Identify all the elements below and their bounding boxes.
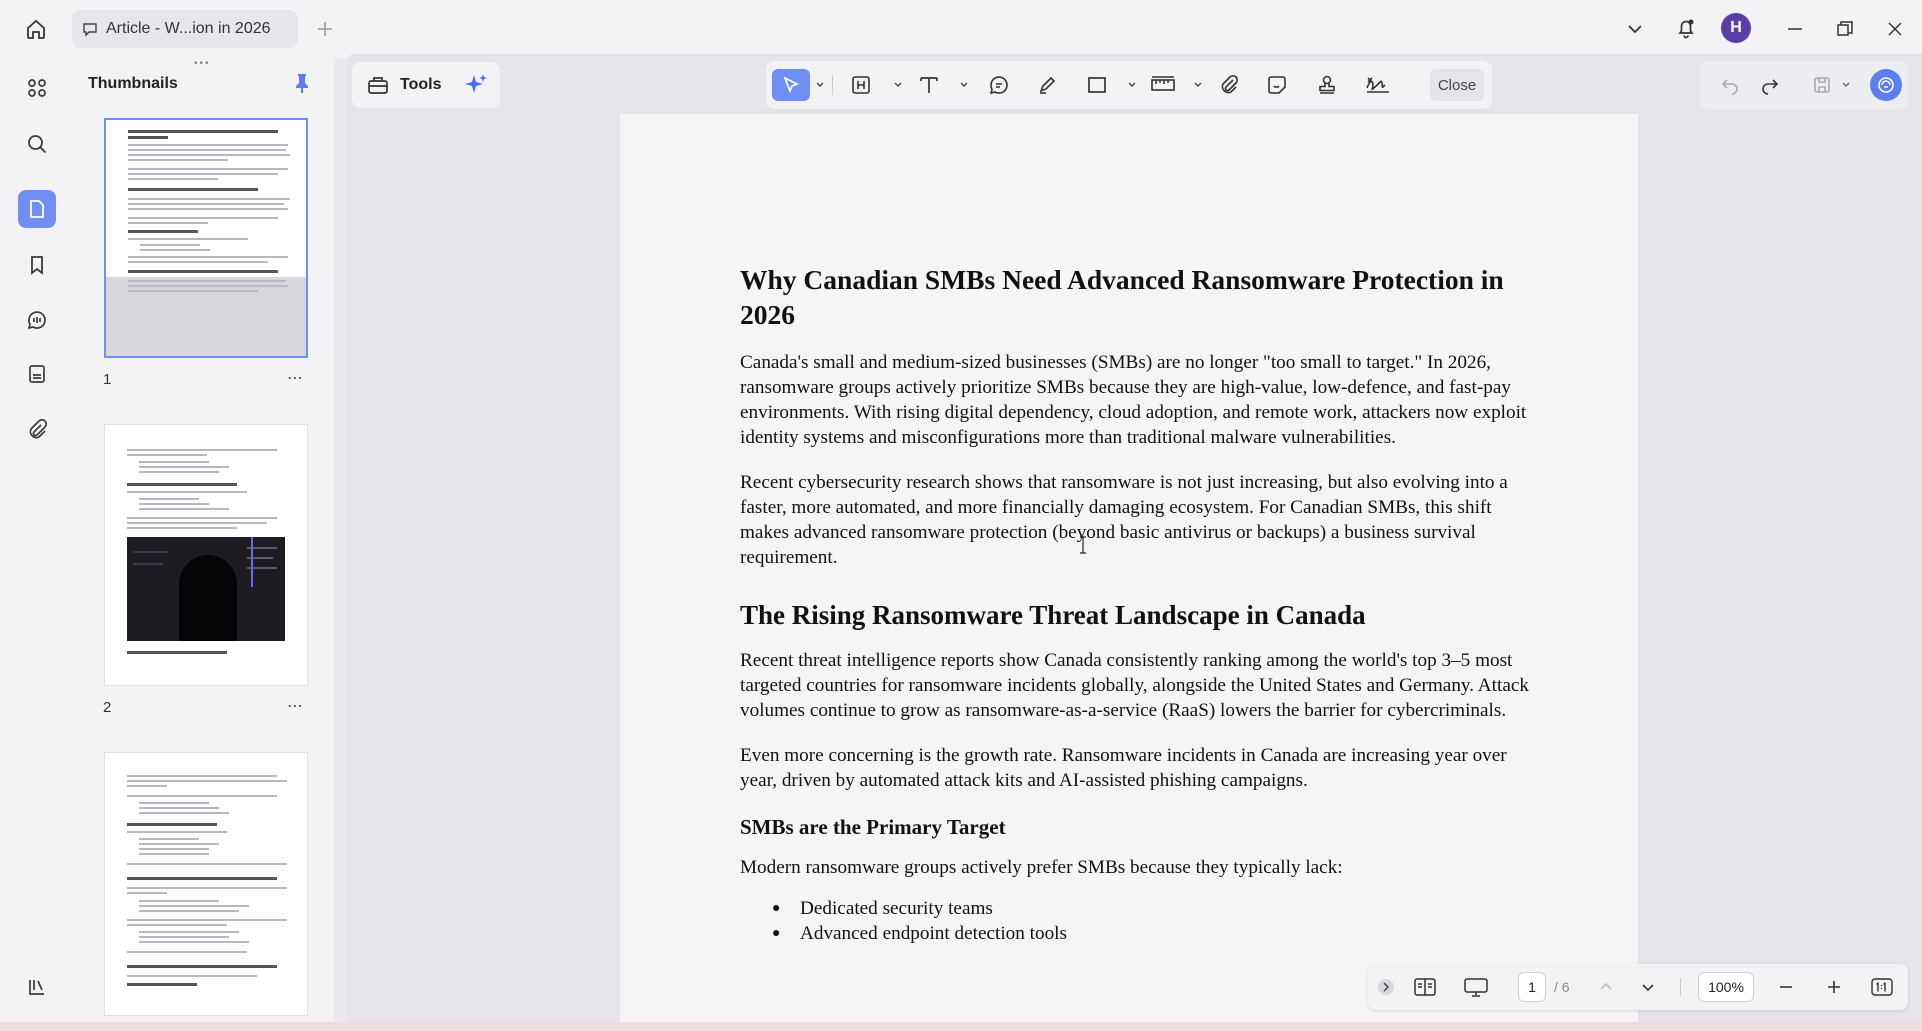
history-toolbar [1700, 61, 1908, 109]
home-icon[interactable] [22, 15, 50, 43]
measure-icon[interactable] [1146, 69, 1180, 101]
bottom-edge [0, 1022, 1922, 1031]
bookmark-icon[interactable] [18, 246, 56, 284]
chevron-down-icon[interactable] [1194, 81, 1202, 89]
zoom-level[interactable]: 100% [1698, 972, 1754, 1002]
left-rail [0, 58, 72, 1022]
ai-sparkle-icon[interactable] [463, 72, 489, 98]
more-options-icon[interactable]: ⋯ [287, 698, 304, 715]
save-icon[interactable] [1810, 73, 1834, 97]
divider [832, 75, 833, 95]
list-item: ● Advanced endpoint detection tools [740, 921, 1530, 946]
text-box-icon[interactable] [844, 69, 878, 101]
comment-icon[interactable] [982, 69, 1016, 101]
section-heading: The Rising Ransomware Threat Landscape in Canada [740, 600, 1366, 630]
close-button[interactable]: Close [1430, 69, 1484, 101]
chevron-down-icon[interactable] [816, 81, 824, 89]
paperclip-icon[interactable] [18, 410, 56, 448]
shape-rectangle-icon[interactable] [1080, 69, 1114, 101]
page-thumbnail-3[interactable] [104, 752, 308, 1016]
zoom-out-icon[interactable] [1774, 972, 1798, 1002]
comment-icon [82, 21, 98, 37]
attach-file-icon[interactable] [1212, 69, 1246, 101]
paragraph: Even more concerning is the growth rate. Ransomware incidents in Canada are increasing year over year, driven by automated attack kits and AI-assisted phishing campaigns. [740, 745, 1507, 791]
toolbox-icon [366, 74, 390, 96]
pin-icon[interactable] [292, 72, 312, 94]
text-tool-icon[interactable] [912, 69, 946, 101]
page-thumbnail-1[interactable] [104, 118, 308, 358]
signature-icon[interactable] [1358, 69, 1398, 101]
redo-icon[interactable] [1758, 73, 1782, 97]
previous-page-icon[interactable] [1594, 972, 1618, 1002]
page-thumbnails-icon[interactable] [18, 190, 56, 228]
zoom-in-icon[interactable] [1822, 972, 1846, 1002]
tab-title: Article - W...ion in 2026 [106, 20, 271, 37]
tab-list-chevron-icon[interactable] [1622, 16, 1648, 42]
tools-label: Tools [400, 76, 442, 93]
select-cursor-icon[interactable] [772, 69, 810, 101]
collapse-arrow-icon[interactable] [1376, 972, 1396, 1002]
thumbnail-page-number: 2 [103, 699, 112, 716]
comments-panel-icon[interactable] [18, 301, 56, 339]
next-page-icon[interactable] [1636, 972, 1660, 1002]
page-thumbnail-2[interactable] [104, 424, 308, 686]
undo-icon[interactable] [1718, 73, 1742, 97]
highlighter-icon[interactable] [1030, 69, 1064, 101]
chevron-down-icon[interactable] [1842, 81, 1850, 89]
chevron-down-icon[interactable] [1128, 81, 1136, 89]
panel-title: Thumbnails [88, 75, 178, 92]
library-icon[interactable] [18, 968, 56, 1006]
divider [1680, 978, 1681, 996]
document-tab[interactable] [72, 10, 298, 48]
paragraph: Canada's small and medium-sized businesses (SMBs) are no longer "too small to target." In 2026, ransomware groups actively prioritize SMBs because they are high-value, low-defence, and fast-pay environments. With rising digital dependency, cloud adoption, and remote work, attackers now exploit identity systems and misconfigurations more than traditional malware vulnerabilities. [740, 352, 1527, 448]
tools-button[interactable] [352, 62, 500, 108]
document-page [620, 114, 1638, 1022]
page-number-input[interactable]: 1 [1518, 972, 1546, 1002]
search-icon[interactable] [18, 125, 56, 163]
annotation-toolbar [766, 61, 1492, 109]
page-navigation-bar [1368, 964, 1908, 1010]
thumbnail-page-number: 1 [103, 371, 112, 388]
chevron-down-icon[interactable] [894, 81, 902, 89]
actual-size-icon[interactable] [1868, 972, 1896, 1002]
thumbnail-image [127, 537, 285, 641]
avatar[interactable]: H [1721, 13, 1751, 43]
sticker-icon[interactable] [1260, 69, 1294, 101]
attachments-list-icon[interactable] [18, 355, 56, 393]
page-layout-icon[interactable] [1410, 972, 1440, 1002]
paragraph: Recent threat intelligence reports show Canada consistently ranking among the world's top 3–5 most targeted countries for ransomware incidents globally, alongside the United States and Germany. Attack volumes continue to grow as ransomware-as-a-service (RaaS) lowers the barrier for cybercriminals. [740, 650, 1529, 721]
notification-bell-icon[interactable] [1672, 14, 1700, 42]
ai-assistant-icon[interactable] [1870, 69, 1902, 101]
paragraph: Modern ransomware groups actively prefer SMBs because they typically lack: [740, 857, 1343, 878]
title-bar [0, 0, 1922, 58]
close-window-icon[interactable] [1882, 16, 1908, 42]
minimize-icon[interactable] [1782, 16, 1808, 42]
paragraph: Recent cybersecurity research shows that ransomware is not just increasing, but also evolving into a faster, more automated, and more financially damaging ecosystem. For Canadian SMBs, this shift makes advanced ransomware protection (beyond basic antivirus or backups) a business survival requirement. [740, 472, 1508, 568]
list-item: ● Dedicated security teams [740, 896, 1530, 921]
restore-icon[interactable] [1832, 16, 1858, 42]
apps-grid-icon[interactable] [18, 69, 56, 107]
document-title: Why Canadian SMBs Need Advanced Ransomware Protection in 2026 [740, 264, 1504, 330]
new-tab-button[interactable] [312, 16, 338, 42]
bullet-list [740, 896, 1530, 946]
stamp-icon[interactable] [1310, 69, 1344, 101]
more-options-icon[interactable]: ⋯ [287, 370, 304, 387]
drag-handle-icon[interactable]: ••• [194, 58, 211, 69]
page-content [740, 262, 1530, 946]
page-total: / 6 [1554, 979, 1570, 995]
presentation-icon[interactable] [1460, 972, 1492, 1002]
chevron-down-icon[interactable] [960, 81, 968, 89]
text-cursor-icon [1078, 536, 1088, 554]
subsection-heading: SMBs are the Primary Target [740, 815, 1006, 839]
